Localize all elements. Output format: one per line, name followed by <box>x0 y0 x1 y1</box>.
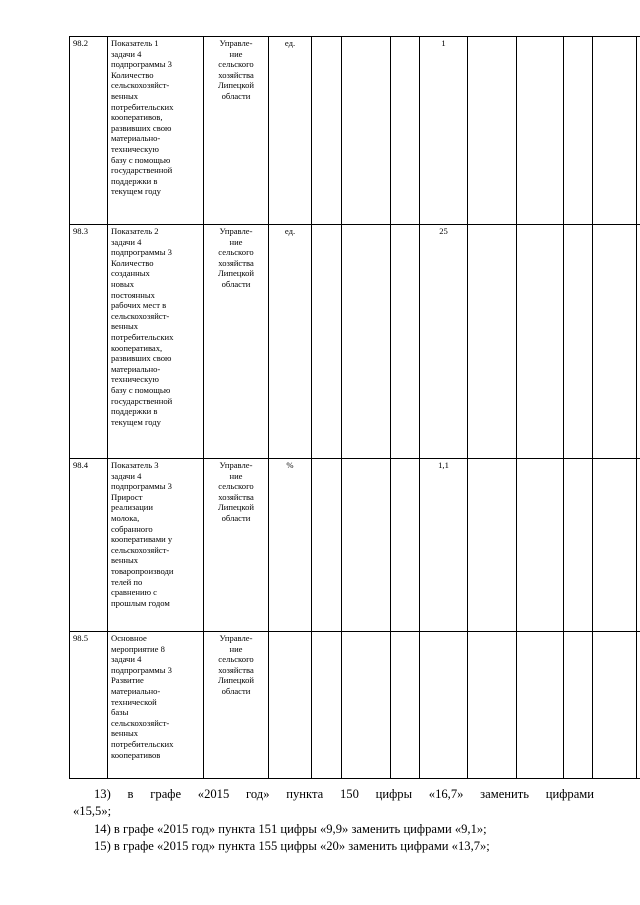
empty-cell <box>312 225 342 459</box>
empty-cell <box>517 225 564 459</box>
empty-cell <box>637 37 640 225</box>
row-name: Основное мероприятие 8 задачи 4 подпрограммы 3 Развитие материально- технической базы сельскохозяйст- венных потребительских кооперативов <box>108 632 204 779</box>
empty-cell <box>468 632 517 779</box>
row-unit: ед. <box>269 37 312 225</box>
row-unit: % <box>269 459 312 632</box>
empty-cell <box>342 37 391 225</box>
empty-cell <box>517 37 564 225</box>
empty-cell <box>312 459 342 632</box>
paragraph-13-line-2: «15,5»; <box>73 804 112 818</box>
empty-cell <box>391 37 420 225</box>
empty-cell <box>517 459 564 632</box>
empty-cell <box>391 632 420 779</box>
row-value <box>420 632 468 779</box>
row-number: 98.4 <box>70 459 108 632</box>
empty-cell <box>342 632 391 779</box>
row-responsible: Управле- ние сельского хозяйства Липецкой области <box>204 225 269 459</box>
empty-cell <box>312 37 342 225</box>
empty-cell <box>391 225 420 459</box>
empty-cell <box>342 225 391 459</box>
empty-cell <box>468 37 517 225</box>
empty-cell <box>637 632 640 779</box>
indicators-table <box>69 36 640 779</box>
empty-cell <box>593 37 637 225</box>
row-name: Показатель 3 задачи 4 подпрограммы 3 Прирост реализации молока, собранного кооперативами у сельскохозяйст- венных товаропроизводи телей по сравнению с прошлым годом <box>108 459 204 632</box>
row-number: 98.3 <box>70 225 108 459</box>
empty-cell <box>593 459 637 632</box>
row-value: 1 <box>420 37 468 225</box>
row-value: 1,1 <box>420 459 468 632</box>
row-number: 98.2 <box>70 37 108 225</box>
empty-cell <box>468 225 517 459</box>
row-unit <box>269 632 312 779</box>
empty-cell <box>593 225 637 459</box>
empty-cell <box>564 459 593 632</box>
empty-cell <box>342 459 391 632</box>
paragraph-15: 15) в графе «2015 год» пункта 155 цифры «20» заменить цифрами «13,7»; <box>94 839 490 853</box>
row-name: Показатель 2 задачи 4 подпрограммы 3 Количество созданных новых постоянных рабочих мест в сельскохозяйст- венных потребительских кооперативах, развивших свою материально- техническую базу с помощью государственной поддержки в текущем году <box>108 225 204 459</box>
empty-cell <box>517 632 564 779</box>
table-row-98-2 <box>70 37 640 225</box>
empty-cell <box>564 225 593 459</box>
empty-cell <box>564 632 593 779</box>
row-value: 25 <box>420 225 468 459</box>
row-unit: ед. <box>269 225 312 459</box>
empty-cell <box>391 459 420 632</box>
row-responsible: Управле- ние сельского хозяйства Липецкой области <box>204 37 269 225</box>
row-name: Показатель 1 задачи 4 подпрограммы 3 Количество сельскохозяйст- венных потребительских кооперативов, развивших свою материально- техническую базу с помощью государственной поддержки в текущем году <box>108 37 204 225</box>
row-responsible: Управле- ние сельского хозяйства Липецкой области <box>204 459 269 632</box>
row-responsible: Управле- ние сельского хозяйства Липецкой области <box>204 632 269 779</box>
empty-cell <box>468 459 517 632</box>
empty-cell <box>637 459 640 632</box>
table-row-98-5 <box>70 632 640 779</box>
paragraph-13-line-1: 13) в графе «2015 год» пункта 150 цифры «16,7» заменить цифрами <box>94 787 594 801</box>
empty-cell <box>637 225 640 459</box>
empty-cell <box>312 632 342 779</box>
table-row-98-4 <box>70 459 640 632</box>
empty-cell <box>593 632 637 779</box>
table-row-98-3 <box>70 225 640 459</box>
paragraph-14: 14) в графе «2015 год» пункта 151 цифры «9,9» заменить цифрами «9,1»; <box>94 822 487 836</box>
empty-cell <box>564 37 593 225</box>
row-number: 98.5 <box>70 632 108 779</box>
